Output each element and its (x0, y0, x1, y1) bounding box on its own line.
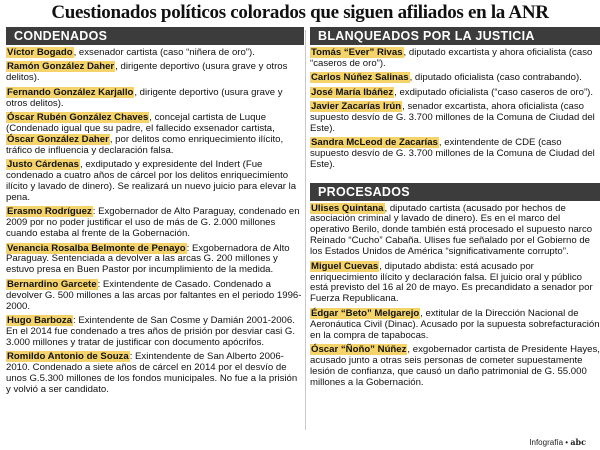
person-name: Ramón González Daher (7, 61, 115, 73)
person-entry (6, 316, 304, 349)
person-entry (6, 48, 304, 59)
person-description: , diputado cartista (acusado por hechos de asociación criminal y lavado de dinero). Es en el marco del operativo Berilo, donde también está procesado el supuesto narco Reinado “Cucho” Cabaña. Ulises fue señalado por el Gobierno de los Estados Unidos de América “significativamente corrupto”. (310, 202, 593, 258)
person-name: Fernando González Karjallo (7, 86, 134, 98)
person-description: , dirigente deportivo (usura grave y otros delitos). (6, 86, 283, 109)
person-name: Óscar “Ñoño” Núñez (311, 343, 407, 355)
person-description: , exgobernador cartista de Presidente Hayes, acusado junto a otras seis personas de cometer supuestamente lesión de confianza, que causó un daño patrimonial de G. 55.000 millones a la Gobernación. (310, 343, 600, 388)
person-name: Ulises Quintana (311, 202, 384, 214)
person-description-continued: , por delitos como enriquecimiento ilícito, tráfico de influencia y declaración falsa. (6, 133, 284, 156)
person-entry (310, 204, 600, 259)
person-description: , diputado oficialista (caso contrabando). (409, 72, 582, 84)
person-name: Hugo Barboza (7, 314, 73, 326)
footer-credit (529, 437, 586, 447)
person-name: Justo Cárdenas (7, 159, 79, 171)
person-name: Víctor Bogado (7, 47, 73, 58)
person-description: , exdiputado y expresidente del Indert (Fue condenado a cuatro años de cárcel por los delitos enriquecimiento ilícito y lavado de dinero). Se realizará un nuevo juicio para elevar la pena. (6, 159, 297, 203)
procesados-heading: PROCESADOS (310, 183, 600, 201)
person-entry (6, 88, 304, 110)
person-name: Venancia Rosalba Belmonte de Penayo (7, 242, 186, 254)
condenados-list (6, 48, 304, 396)
person-name: Óscar Rubén González Chaves (7, 112, 149, 124)
person-entry (310, 102, 600, 135)
procesados-list (310, 204, 600, 389)
person-description: , extitular de la Dirección Nacional de Aeronáutica Civil (Dinac). Acusado por la supuesta sobrefacturación en la compra de tapabocas. (310, 307, 600, 341)
person-entry (310, 262, 600, 306)
condenados-column (6, 27, 304, 399)
person-description: , exdiputado oficialista (“caso caseros de oro”). (394, 86, 594, 98)
person-name: Tomás “Ever” Rivas (311, 47, 403, 58)
person-description: : Exintendente de San Cosme y Damián 2001-2006. En el 2014 fue condenado a tres años de prisión por desviar casi G. 3.000 millones y tratar de justificar con documento apócrifos. (6, 314, 296, 348)
person-name: Miguel Cuevas (311, 260, 379, 272)
person-entry (6, 244, 304, 277)
person-name: Erasmo Rodríguez (7, 206, 92, 218)
person-description: , dirigente deportivo (usura grave y otros delitos). (6, 61, 288, 84)
person-description: , exintendente de CDE (caso supuesto desvío de G. 3.700 millones de la Comuna de Ciudad del Este). (310, 137, 595, 171)
right-column (310, 27, 600, 392)
person-entry (6, 160, 304, 204)
person-description: : Exgobernador de Alto Paraguay, condenado en 2009 por no poder justificar el uso de más de G. 2.000 millones cuando estaba al frente de la Gobernación. (6, 206, 300, 240)
person-description: , senador excartista, ahora oficialista (caso supuesto desvío de G. 3.700 millones de la Comuna de Ciudad del Este). (310, 101, 595, 134)
page-title: Cuestionados políticos colorados que siguen afiliados en la ANR (51, 2, 549, 23)
person-entry (6, 207, 304, 240)
person-description: , diputado excartista y ahora oficialista (caso “caseros de oro”). (310, 47, 593, 69)
brand-logo: abc (570, 437, 586, 447)
related-person-name: Óscar González Daher (7, 133, 109, 145)
person-entry (6, 352, 304, 396)
person-entry (310, 309, 600, 342)
blanqueados-heading: BLANQUEADOS POR LA JUSTICIA (310, 27, 600, 45)
person-name: Romildo Antonio de Souza (7, 351, 129, 363)
person-description: : Exintendente de Casado. Condenado a devolver G. 500 millones a las arcas por faltantes en el periodo 1996-2000. (6, 278, 302, 312)
person-entry (6, 280, 304, 313)
column-divider (305, 30, 306, 430)
person-name: José María Ibáñez (311, 86, 394, 98)
person-entry (6, 113, 304, 157)
person-description: : Exgobernadora de Alto Paraguay. Sentenciada a devolver a las arcas G. 200 millones y estuvo presa en Buen Pastor por incumplimiento de la medida. (6, 242, 290, 276)
person-name: Javier Zacarías Irún (311, 101, 402, 113)
person-name: Carlos Núñez Salinas (311, 72, 409, 84)
person-name: Sandra McLeod de Zacarías (311, 137, 438, 149)
condenados-heading: CONDENADOS (6, 27, 304, 45)
person-entry (310, 48, 600, 70)
footer-credit-text: Infografía • (529, 438, 569, 447)
person-description: , concejal cartista de Luque (Condenado igual que su padre, el fallecido exsenador cartista, (6, 112, 275, 134)
person-entry (6, 62, 304, 84)
blanqueados-list (310, 48, 600, 171)
person-entry (310, 345, 600, 389)
person-description: : Exintendente de San Alberto 2006-2010. Condenado a siete años de cárcel en 2014 por el desvío de unos G.5.300 millones de los fondos municipales. No fue a la prisión y volvió a ser candidato. (6, 351, 298, 395)
person-description: , exsenador cartista (caso “niñera de oro”). (73, 47, 255, 58)
person-entry (310, 138, 600, 171)
person-entry (310, 73, 600, 84)
section-gap (310, 175, 600, 183)
person-entry (310, 88, 600, 99)
person-name: Bernardino Garcete (7, 278, 97, 290)
person-description: , diputado abdista: está acusado por enriquecimiento ilícito y declaración falsa. El juicio oral y público está previsto del 16 al 20 de mayo. Es precandidato a senador por Fuerza Republicana. (310, 260, 593, 305)
person-name: Édgar “Beto” Melgarejo (311, 307, 420, 319)
